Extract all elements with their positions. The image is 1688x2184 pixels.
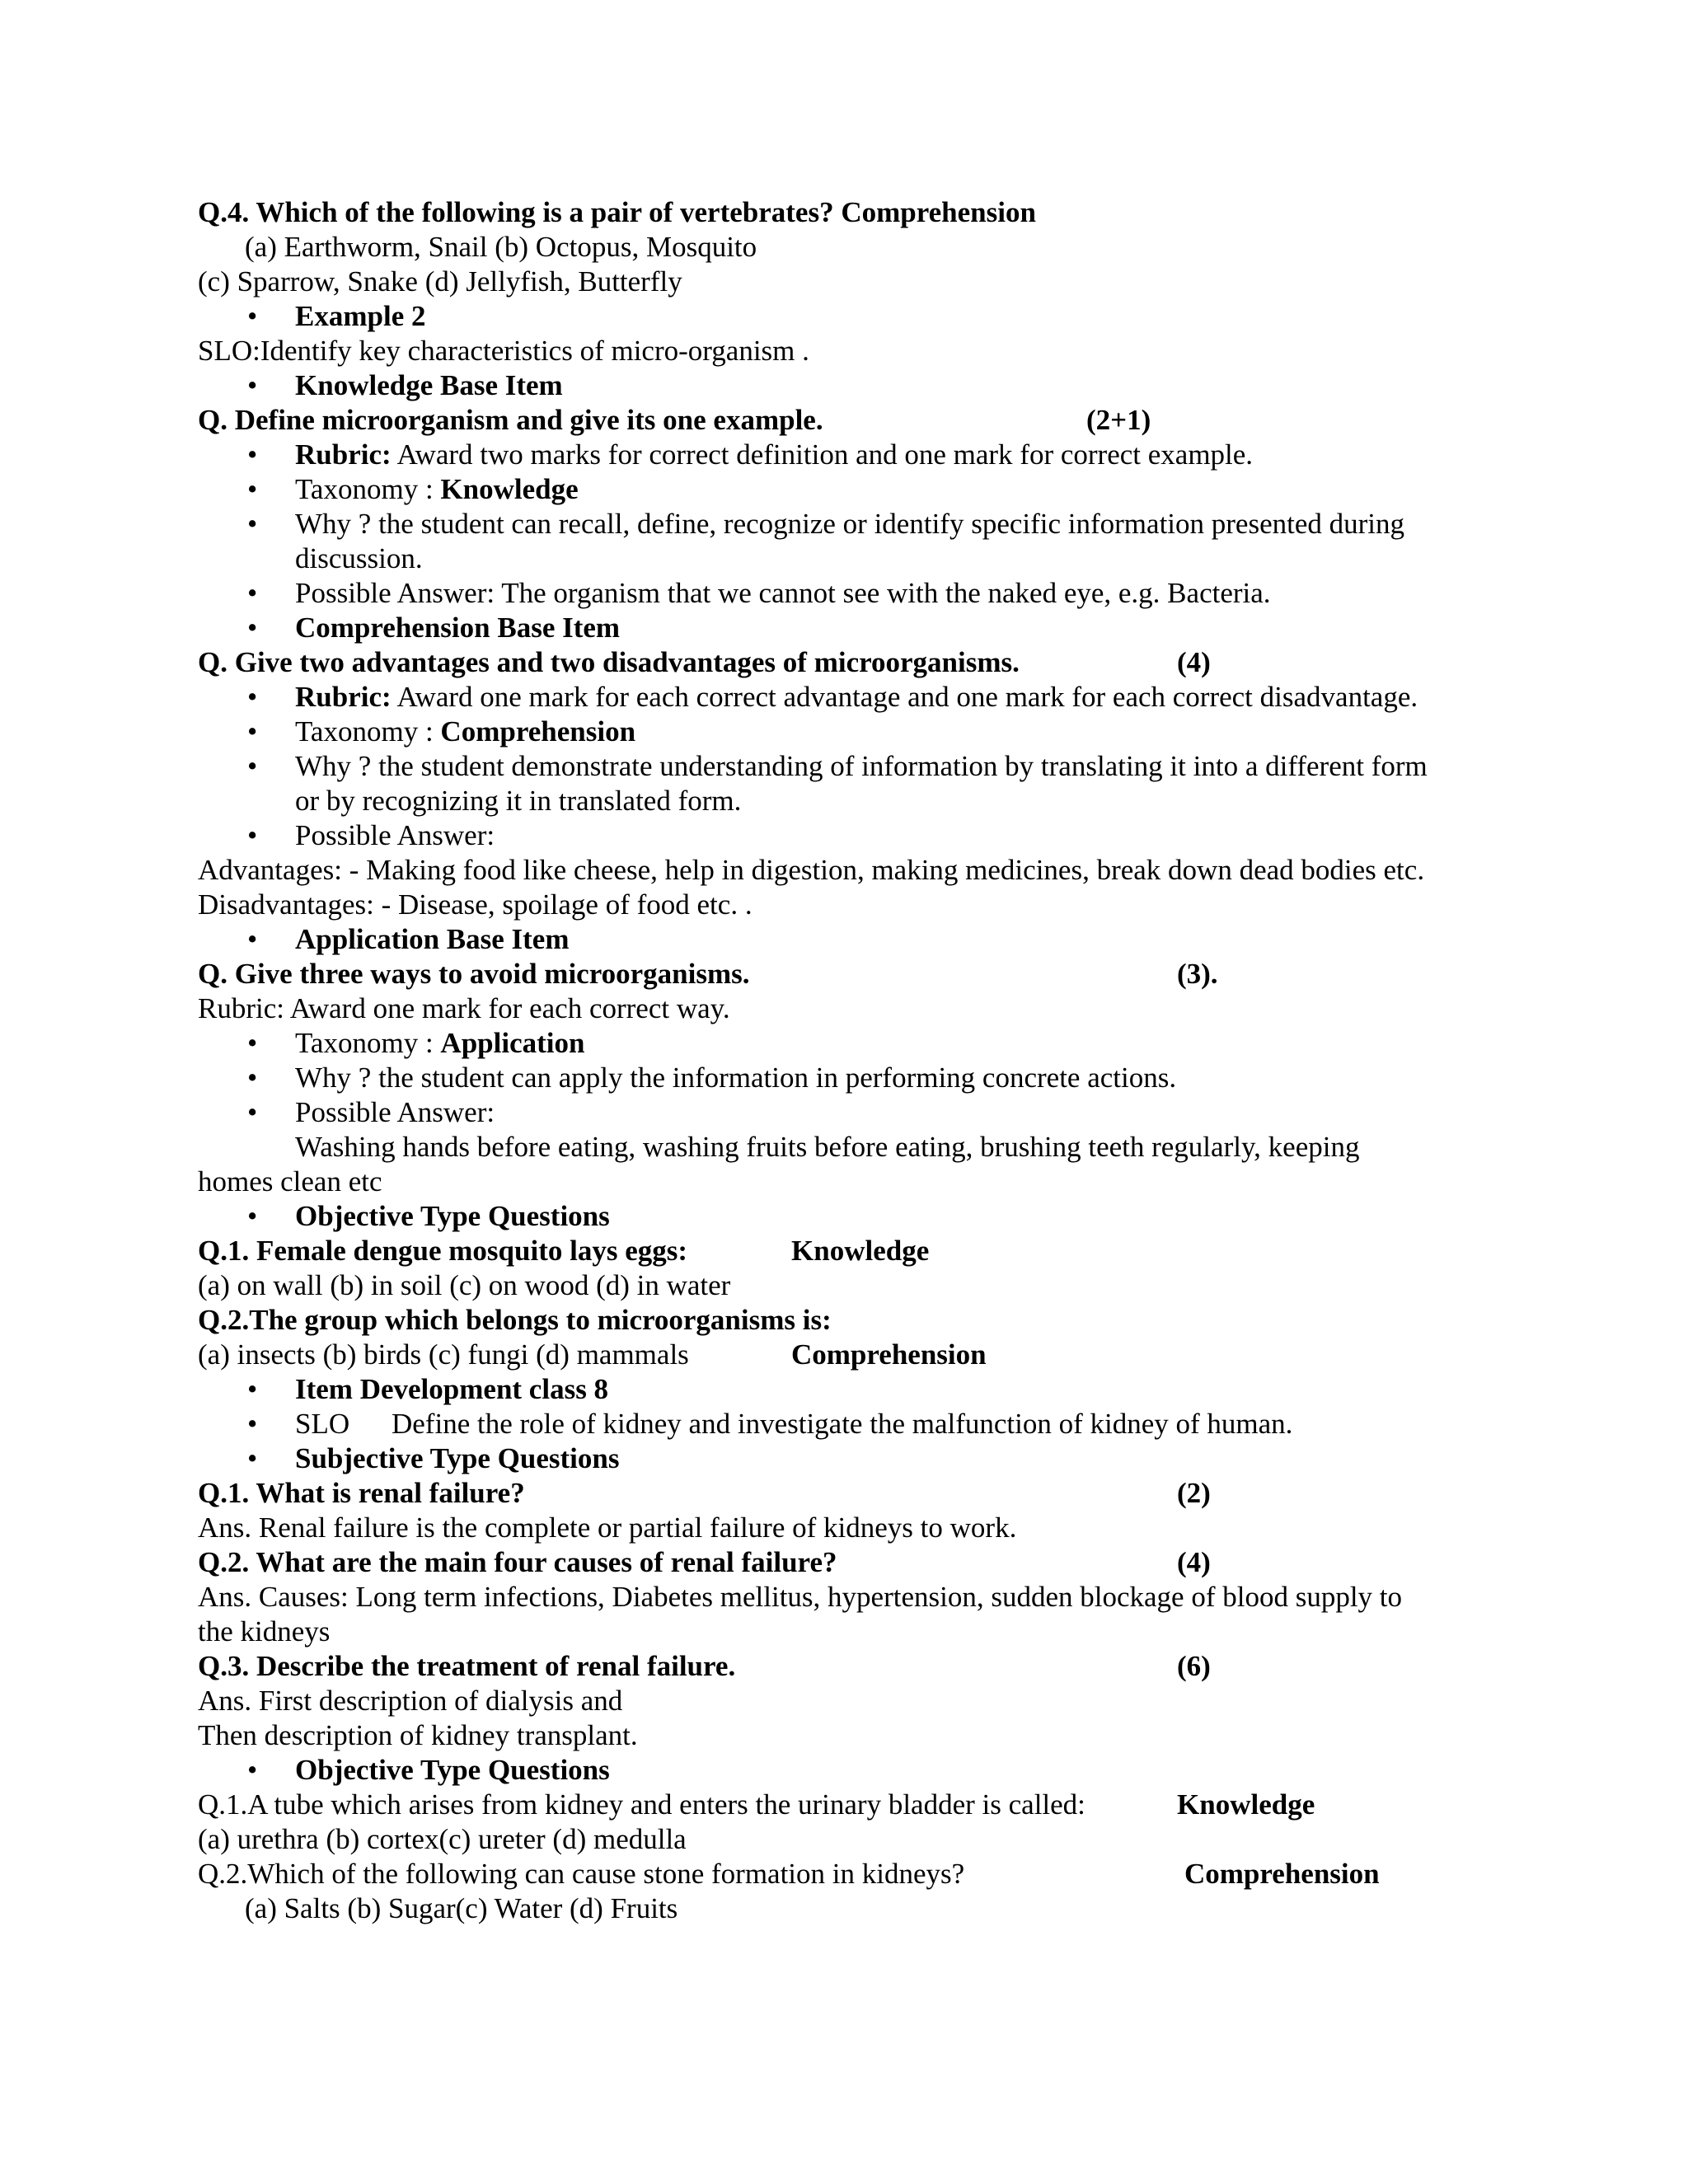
comprehension-answer-label: Possible Answer: [295,819,495,851]
subjective-q3-answer-line-2: Then description of kidney transplant. [198,1719,638,1751]
bullet: • [247,473,258,505]
bullet: • [247,750,258,782]
knowledge-marks: (2+1) [1086,404,1151,436]
comprehension-taxonomy [295,715,635,749]
objective-q1-tag: Knowledge [791,1235,930,1267]
comprehension-advantages: Advantages: - Making food like cheese, help in digestion, making medicines, break down dead bodies etc. [198,854,1425,886]
bullet: • [247,577,258,609]
comprehension-rubric [295,680,1418,715]
rubric-text: Award one mark for each correct advantage and one mark for each correct disadvantage. [391,681,1418,713]
subjective-q2-marks: (4) [1177,1546,1211,1578]
bullet: • [247,1408,258,1440]
bullet: • [247,1373,258,1405]
objective2-q1-tag: Knowledge [1177,1788,1315,1821]
taxonomy-value: Application [440,1027,585,1059]
comprehension-disadvantages: Disadvantages: - Disease, spoilage of food etc. . [198,888,753,921]
knowledge-answer: Possible Answer: The organism that we cannot see with the naked eye, e.g. Bacteria. [295,577,1271,609]
taxonomy-value: Comprehension [440,715,636,748]
objective-heading: Objective Type Questions [295,1200,610,1232]
objective2-q1-options: (a) urethra (b) cortex(c) ureter (d) medulla [198,1823,687,1855]
taxonomy-value: Knowledge [440,473,579,505]
bullet: • [247,1442,258,1474]
subjective-q1: Q.1. What is renal failure? [198,1477,525,1509]
taxonomy-label: Taxonomy : [295,1027,441,1059]
subjective-q3-marks: (6) [1177,1650,1211,1682]
objective-q1-options: (a) on wall (b) in soil (c) on wood (d) in water [198,1269,731,1301]
knowledge-rubric [295,438,1253,472]
application-marks: (3). [1177,958,1218,990]
taxonomy-label: Taxonomy : [295,715,441,748]
class8-slo-text: Define the role of kidney and investigate the malfunction of kidney of human. [392,1408,1293,1440]
bullet: • [247,612,258,644]
class8-slo-label: SLO [295,1408,350,1440]
application-why: Why ? the student can apply the information in performing concrete actions. [295,1062,1177,1094]
rubric-text: Award two marks for correct definition and one mark for correct example. [391,438,1254,471]
rubric-label: Rubric: [295,438,392,471]
application-taxonomy [295,1026,584,1061]
subjective-q2: Q.2. What are the main four causes of renal failure? [198,1546,837,1578]
bullet: • [247,300,258,332]
subjective-q2-answer-line-1: Ans. Causes: Long term infections, Diabetes mellitus, hypertension, sudden blockage of blood supply to [198,1581,1403,1613]
objective-q2: Q.2.The group which belongs to microorganisms is: [198,1304,832,1336]
bullet: • [247,1754,258,1786]
comprehension-marks: (4) [1177,646,1211,678]
application-question: Q. Give three ways to avoid microorganisms. [198,958,750,990]
application-answer-line-1: Washing hands before eating, washing fruits before eating, brushing teeth regularly, keeping [295,1131,1360,1163]
application-answer-label: Possible Answer: [295,1096,495,1128]
bullet: • [247,923,258,955]
objective2-q2-options: (a) Salts (b) Sugar(c) Water (d) Fruits [245,1892,678,1924]
knowledge-question: Q. Define microorganism and give its one example. [198,404,823,436]
objective2-q2-tag: Comprehension [1184,1858,1380,1890]
knowledge-item-heading: Knowledge Base Item [295,369,563,401]
knowledge-why-line-2: discussion. [295,542,423,574]
bullet: • [247,438,258,471]
application-item-heading: Application Base Item [295,923,570,955]
objective-q1: Q.1. Female dengue mosquito lays eggs: [198,1235,688,1267]
comprehension-why-line-2: or by recognizing it in translated form. [295,785,742,817]
example-2-heading: Example 2 [295,300,426,332]
bullet: • [247,819,258,851]
example-2-slo: SLO:Identify key characteristics of micro-organism . [198,335,809,367]
q4-options-line-1: (a) Earthworm, Snail (b) Octopus, Mosquito [245,231,757,263]
q4-options-line-2: (c) Sparrow, Snake (d) Jellyfish, Butterfly [198,265,682,298]
bullet: • [247,1062,258,1094]
bullet: • [247,369,258,401]
bullet: • [247,681,258,713]
comprehension-question: Q. Give two advantages and two disadvantages of microorganisms. [198,646,1020,678]
objective2-q2: Q.2.Which of the following can cause stone formation in kidneys? [198,1858,965,1890]
comprehension-why-line-1: Why ? the student demonstrate understanding of information by translating it into a different form [295,750,1428,782]
application-answer-line-2: homes clean etc [198,1165,382,1197]
subjective-q3-answer-line-1: Ans. First description of dialysis and [198,1685,623,1717]
rubric-label: Rubric: [295,681,392,713]
bullet: • [247,1200,258,1232]
bullet: • [247,1096,258,1128]
bullet: • [247,508,258,540]
knowledge-why-line-1: Why ? the student can recall, define, recognize or identify specific information presented during [295,508,1404,540]
objective-q2-tag: Comprehension [791,1338,987,1371]
bullet: • [247,1027,258,1059]
subjective-q3: Q.3. Describe the treatment of renal failure. [198,1650,736,1682]
application-rubric: Rubric: Award one mark for each correct way. [198,992,730,1024]
comprehension-item-heading: Comprehension Base Item [295,612,621,644]
q4-question: Q.4. Which of the following is a pair of vertebrates? Comprehension [198,196,1036,228]
taxonomy-label: Taxonomy : [295,473,441,505]
objective-q2-options: (a) insects (b) birds (c) fungi (d) mammals [198,1338,689,1371]
objective2-q1: Q.1.A tube which arises from kidney and enters the urinary bladder is called: [198,1788,1085,1821]
knowledge-taxonomy [295,472,579,507]
subjective-q2-answer-line-2: the kidneys [198,1615,331,1647]
objective-heading-2: Objective Type Questions [295,1754,610,1786]
bullet: • [247,715,258,748]
subjective-q1-answer: Ans. Renal failure is the complete or partial failure of kidneys to work. [198,1511,1017,1544]
subjective-heading: Subjective Type Questions [295,1442,620,1474]
subjective-q1-marks: (2) [1177,1477,1211,1509]
class8-heading: Item Development class 8 [295,1373,609,1405]
